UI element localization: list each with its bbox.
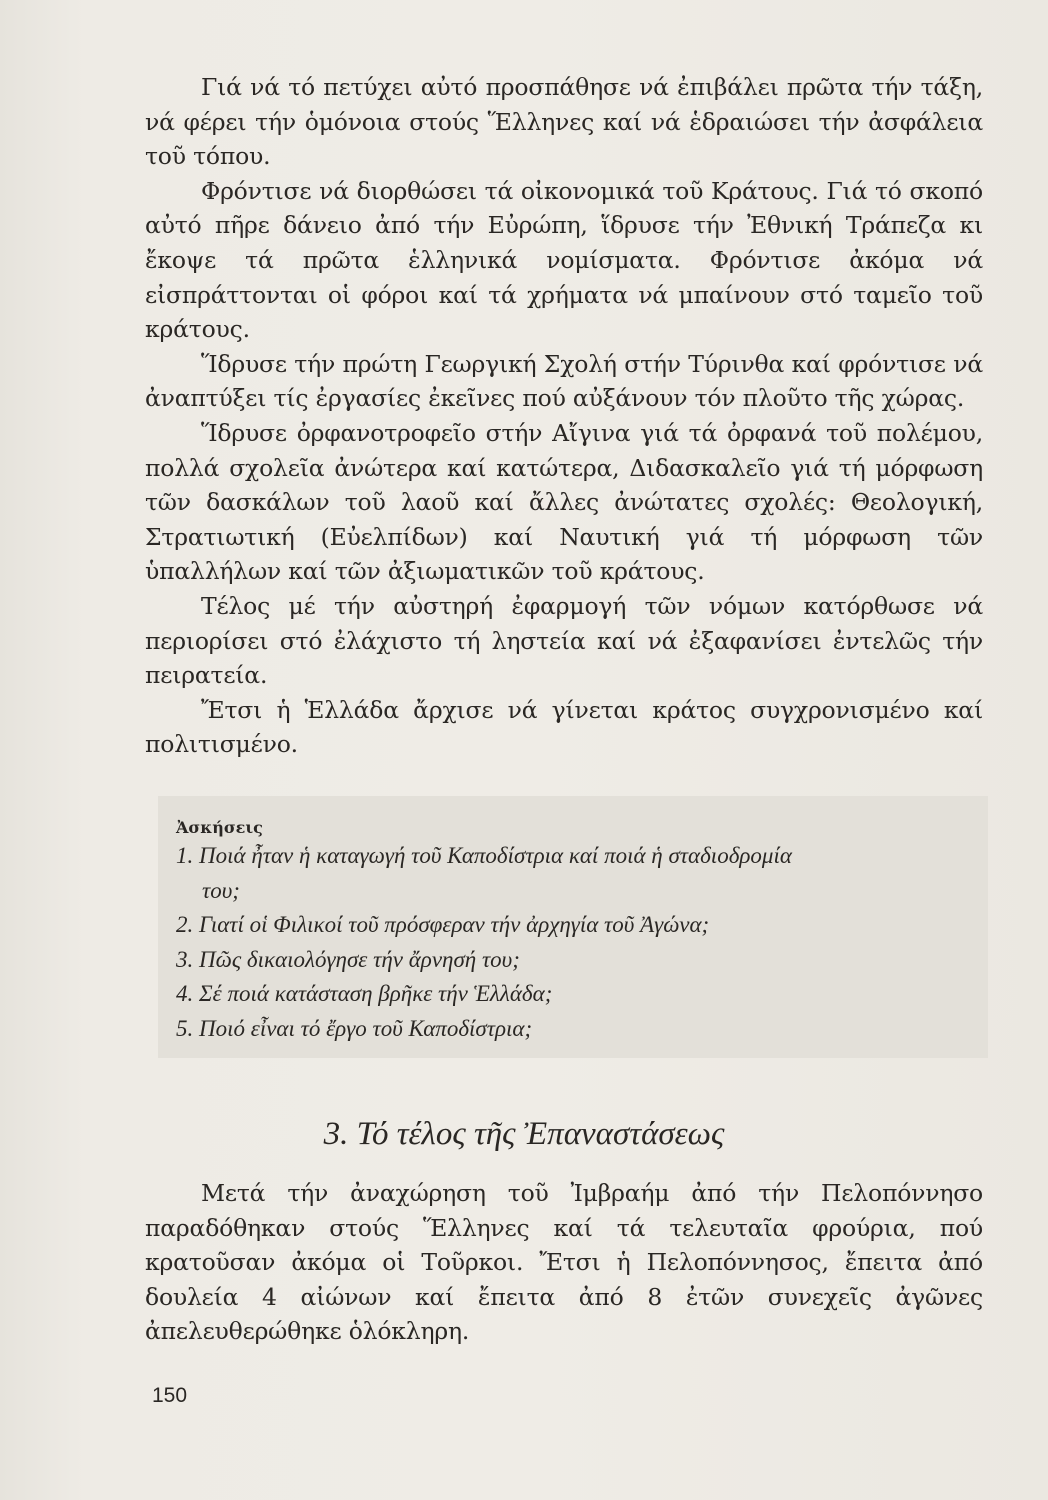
body-text [145,70,983,762]
exercises-list [176,839,970,1046]
paragraph: Ἵδρυσε ὀρφανοτροφεῖο στήν Αἴγινα γιά τά ὀρφανά τοῦ πολέμου, πολλά σχολεῖα ἀνώτερα καί κατώτερα, Διδασκαλεῖο γιά τή μόρφωση τῶν δασκάλων τοῦ λαοῦ καί ἄλλες ἀνώτατες σχολές: Θεολογική, Στρατιωτική (Εὐελπίδων) καί Ναυτική γιά τή μόρφωση τῶν ὑπαλλήλων καί τῶν ἀξιωματικῶν τοῦ κράτους. [145,418,983,586]
exercise-item [176,908,970,943]
exercise-number: 2. [176,912,194,937]
exercise-text-continued: του; [202,877,240,903]
page-number: 150 [152,1384,188,1407]
exercise-text: Ποιά ἦταν ἡ καταγωγή τοῦ Καποδίστρια καί ποιά ἡ σταδιοδρομία [199,843,792,868]
paragraph: Μετά τήν ἀναχώρηση τοῦ Ἰμβραήμ ἀπό τήν Πελοπόννησο παραδόθηκαν στούς Ἕλληνες καί τά τελευταῖα φρούρια, πού κρατοῦσαν ἀκόμα οἱ Τοῦρκοι. Ἔτσι ἡ Πελοπόννησος, ἔπειτα ἀπό δουλεία 4 αἰώνων καί ἔπειτα ἀπό 8 ἐτῶν συνεχεῖς ἀγῶνες ἀπελευθερώθηκε ὁλόκληρη. [145,1179,983,1346]
paragraph: Ἵδρυσε τήν πρώτη Γεωργική Σχολή στήν Τύρινθα καί φρόντισε νά ἀναπτύξει τίς ἐργασίες ἐκεῖνες πού αὐξάνουν τόν πλοῦτο τῆς χώρας. [145,349,983,413]
exercise-text: Γιατί οἱ Φιλικοί τοῦ πρόσφεραν τήν ἀρχηγία τοῦ Ἀγώνα; [199,912,710,937]
paragraph: Ἔτσι ἡ Ἑλλάδα ἄρχισε νά γίνεται κράτος συγχρονισμένο καί πολιτισμένο. [145,695,983,759]
exercise-text: Σέ ποιά κατάσταση βρῆκε τήν Ἑλλάδα; [199,981,553,1006]
exercises-box [158,796,988,1058]
exercise-item [176,943,970,978]
exercise-number: 1. [176,843,194,868]
exercise-text: Ποιό εἶναι τό ἔργο τοῦ Καποδίστρια; [199,1015,533,1041]
exercise-item [176,977,970,1012]
exercise-number: 4. [176,981,194,1006]
exercise-number: 3. [176,946,194,972]
exercise-text: Πῶς δικαιολόγησε τήν ἄρνησή του; [199,946,520,972]
exercise-item [176,839,970,908]
exercise-item [176,1012,970,1047]
paragraph: Τέλος μέ τήν αὐστηρή ἐφαρμογή τῶν νόμων κατόρθωσε νά περιορίσει στό ἐλάχιστο τή ληστεία καί νά ἐξαφανίσει ἐντελῶς τήν πειρατεία. [145,591,983,690]
exercise-number: 5. [176,1015,194,1041]
section-text [145,1176,983,1349]
paragraph: Φρόντισε νά διορθώσει τά οἰκονομικά τοῦ Κράτους. Γιά τό σκοπό αὐτό πῆρε δάνειο ἀπό τήν Εὐρώπη, ἵδρυσε τήν Ἐθνική Τράπεζα κι ἔκοψε τά πρῶτα ἑλληνικά νομίσματα. Φρόντισε ἀκόμα νά εἰσπράττονται οἱ φόροι καί τά χρήματα νά μπαίνουν στό ταμεῖο τοῦ κράτους. [145,176,983,344]
exercises-title: Ἀσκήσεις [176,818,263,837]
paragraph: Γιά νά τό πετύχει αὐτό προσπάθησε νά ἐπιβάλει πρῶτα τήν τάξη, νά φέρει τήν ὁμόνοια στούς Ἕλληνες καί νά ἑδραιώσει τήν ἀσφάλεια τοῦ τόπου. [145,73,983,171]
section-title: 3. Τό τέλος τῆς Ἐπαναστάσεως [323,1116,725,1152]
